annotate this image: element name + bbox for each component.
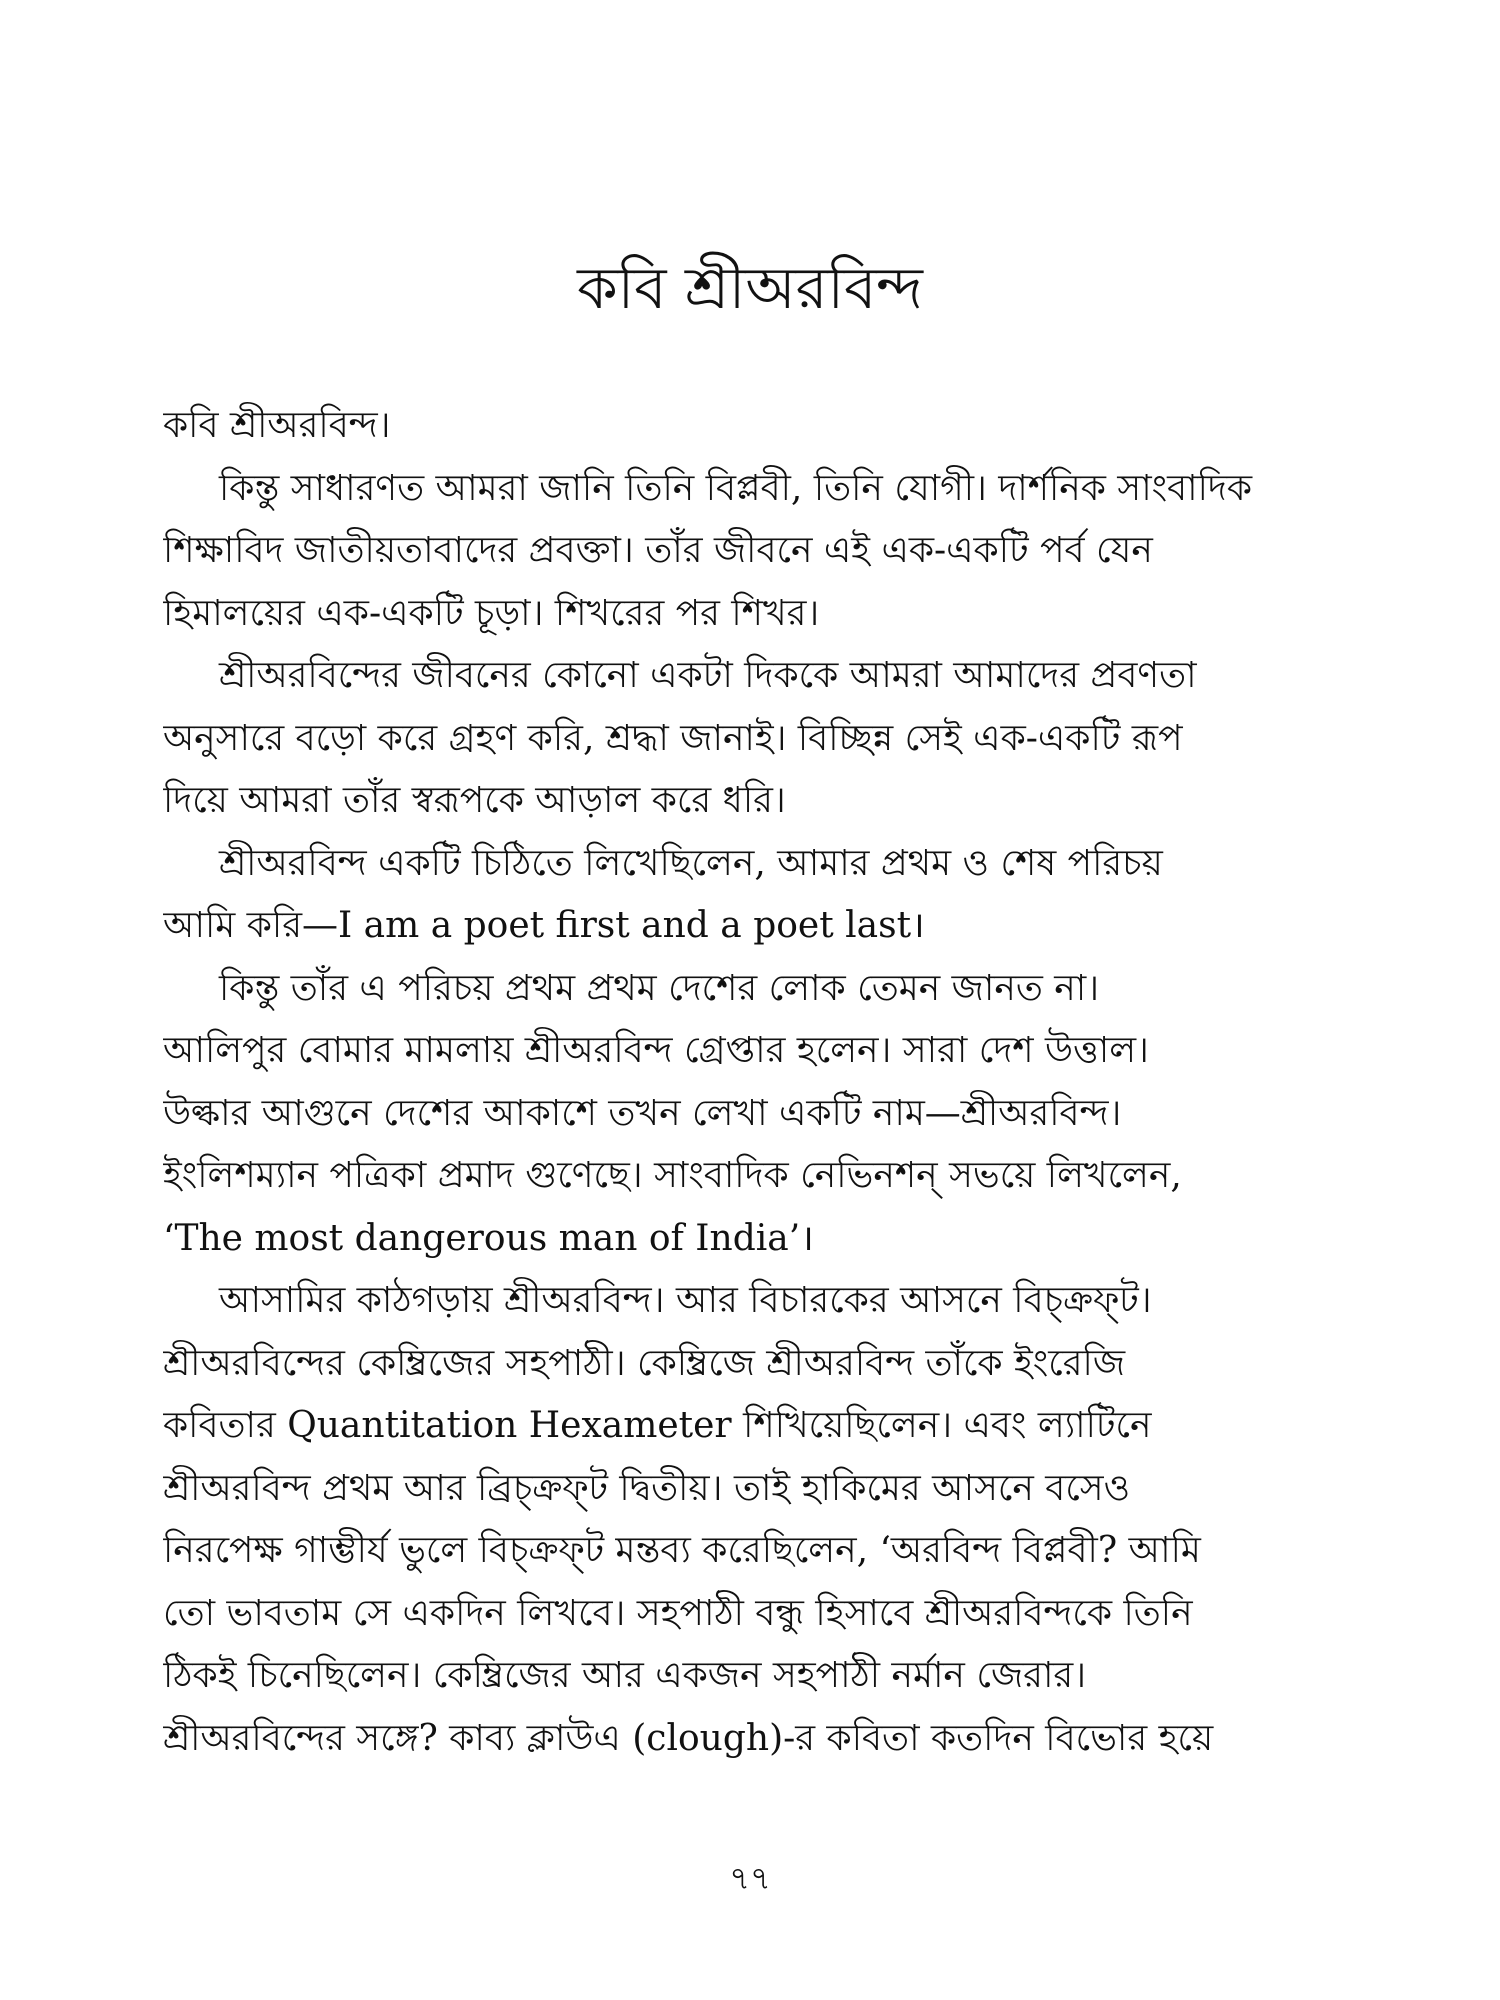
text-line: কবি শ্রীঅরবিন্দ। <box>163 405 391 446</box>
text-line: কিন্তু তাঁর এ পরিচয় প্রথম প্রথম দেশের লোক তেমন জানত না। <box>219 967 1100 1009</box>
text-line: শিক্ষাবিদ জাতীয়তাবাদের প্রবক্তা। তাঁর জীবনে এই এক-একটি পর্ব যেন <box>163 530 1153 571</box>
text-line: কবিতার Quantitation Hexameter শিখিয়েছিলেন। এবং ল্যাটিনে <box>163 1405 1152 1446</box>
text-line: আমি করি—I am a poet first and a poet last। <box>163 905 925 946</box>
body-text <box>163 395 1375 1770</box>
text-line: আসামির কাঠগড়ায় শ্রীঅরবিন্দ। আর বিচারকের আসনে বিচ্‌ক্রফ্‌ট। <box>219 1280 1152 1321</box>
text-line: দিয়ে আমরা তাঁর স্বরূপকে আড়াল করে ধরি। <box>163 780 786 821</box>
page-title: কবি শ্রীঅরবিন্দ <box>577 254 923 322</box>
text-line: হিমালয়ের এক-একটি চূড়া। শিখরের পর শিখর। <box>163 592 820 634</box>
text-line: উল্কার আগুনে দেশের আকাশে তখন লেখা একটি নাম—শ্রীঅরবিন্দ। <box>163 1092 1122 1134</box>
text-line: ‘The most dangerous man of India’। <box>163 1217 814 1259</box>
page-number: ৭৭ <box>729 1859 771 1897</box>
text-line: শ্রীঅরবিন্দ প্রথম আর ব্রিচ্‌ক্রফ্‌ট দ্বিতীয়। তাই হাকিমের আসনে বসেও <box>163 1467 1131 1509</box>
text-line: শ্রীঅরবিন্দের জীবনের কোনো একটা দিককে আমরা আমাদের প্রবণতা <box>219 655 1197 696</box>
text-line: শ্রীঅরবিন্দের কেম্ব্রিজের সহপাঠী। কেম্ব্রিজে শ্রীঅরবিন্দ তাঁকে ইংরেজি <box>163 1342 1126 1384</box>
text-line: ঠিকই চিনেছিলেন। কেম্ব্রিজের আর একজন সহপাঠী নর্মান জেরার। <box>163 1655 1087 1696</box>
text-line: আলিপুর বোমার মামলায় শ্রীঅরবিন্দ গ্রেপ্তার হলেন। সারা দেশ উত্তাল। <box>163 1030 1149 1071</box>
text-line: নিরপেক্ষ গাম্ভীর্য ভুলে বিচ্‌ক্রফ্‌ট মন্তব্য করেছিলেন, ‘অরবিন্দ বিপ্লবী? আমি <box>163 1530 1201 1571</box>
text-line: কিন্তু সাধারণত আমরা জানি তিনি বিপ্লবী, তিনি যোগী। দার্শনিক সাংবাদিক <box>219 467 1253 509</box>
text-line: শ্রীঅরবিন্দ একটি চিঠিতে লিখেছিলেন, আমার প্রথম ও শেষ পরিচয় <box>219 842 1163 884</box>
text-line: তো ভাবতাম সে একদিন লিখবে। সহপাঠী বন্ধু হিসাবে শ্রীঅরবিন্দকে তিনি <box>163 1592 1193 1634</box>
text-line: ইংলিশম্যান পত্রিকা প্রমাদ গুণেছে। সাংবাদিক নেভিনশন্ সভয়ে লিখলেন, <box>163 1155 1182 1196</box>
text-line: শ্রীঅরবিন্দের সঙ্গে? কাব্য ক্লাউএ (clough)-র কবিতা কতদিন বিভোর হয়ে <box>163 1717 1214 1759</box>
text-line: অনুসারে বড়ো করে গ্রহণ করি, শ্রদ্ধা জানাই। বিচ্ছিন্ন সেই এক-একটি রূপ <box>163 717 1183 759</box>
